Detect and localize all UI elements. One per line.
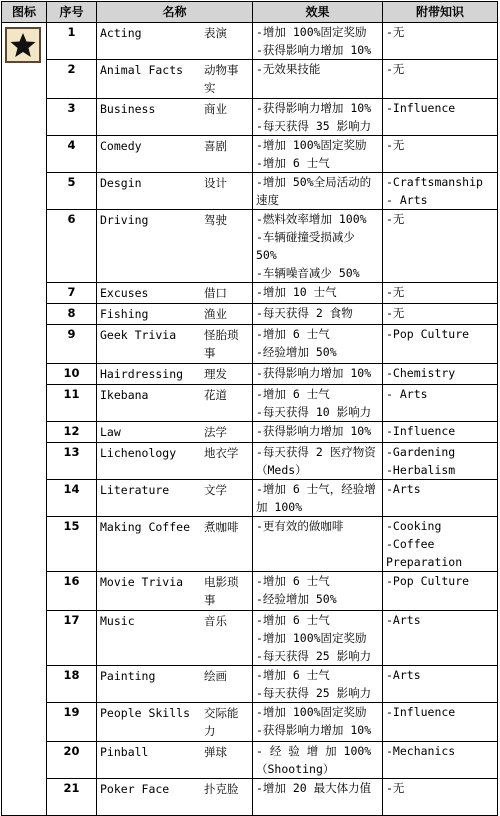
effect-cell	[253, 173, 383, 210]
effect-line: -燃料效率增加 100%	[256, 212, 367, 226]
effect-line: -获得影响力增加 10%	[256, 366, 372, 380]
row-index: 5	[47, 173, 97, 210]
knowledge-cell	[383, 517, 498, 572]
row-index: 13	[47, 443, 97, 480]
effect-cell	[253, 283, 383, 304]
name-cell	[97, 517, 253, 572]
skill-name-cn: 喜剧	[204, 139, 227, 153]
knowledge-line: - Arts	[386, 387, 428, 401]
name-cell	[97, 210, 253, 283]
table-row	[2, 385, 498, 422]
knowledge-line: -Gardening	[386, 445, 456, 459]
skill-name-en: Music	[100, 614, 135, 628]
name-cell	[97, 572, 253, 611]
skill-name-cn: 地衣学	[204, 446, 239, 460]
skill-name-en: Excuses	[100, 286, 149, 300]
row-index: 15	[47, 517, 97, 572]
row-index: 1	[47, 23, 97, 60]
row-index: 19	[47, 703, 97, 742]
effect-line: -增加 100%固定奖励	[256, 631, 367, 645]
effect-line: -增加 6 士气	[256, 668, 330, 682]
name-cell	[97, 779, 253, 816]
skill-name-cn: 音乐	[204, 614, 227, 628]
skill-name-cn: 表演	[204, 26, 227, 40]
knowledge-cell	[383, 136, 498, 173]
name-cell	[97, 60, 253, 99]
name-cell	[97, 385, 253, 422]
effect-line: （Meds）	[256, 463, 307, 477]
knowledge-cell	[383, 173, 498, 210]
effect-line: -增加 100%固定奖励	[256, 138, 367, 152]
row-index: 14	[47, 480, 97, 517]
table-row	[2, 666, 498, 703]
skill-name-cn: 驾驶	[204, 213, 227, 227]
effect-line: 50%	[256, 248, 277, 262]
effect-cell	[253, 779, 383, 816]
knowledge-cell	[383, 304, 498, 325]
skill-name-cn: 交际能力	[204, 706, 239, 738]
knowledge-line: -Influence	[386, 705, 456, 719]
effect-line: -获得影响力增加 10%	[256, 43, 372, 57]
effect-cell	[253, 443, 383, 480]
effect-cell	[253, 517, 383, 572]
skill-name-en: Poker Face	[100, 782, 170, 796]
table-row	[2, 325, 498, 364]
header-row	[2, 2, 498, 23]
effect-cell	[253, 210, 383, 283]
header-effect: 效果	[253, 2, 383, 23]
skill-name-en: People Skills	[100, 706, 191, 720]
skill-name-en: Comedy	[100, 139, 142, 153]
effect-line: -增加 6 士气	[256, 156, 330, 170]
effect-cell	[253, 385, 383, 422]
table-row	[2, 60, 498, 99]
skills-table	[1, 1, 498, 816]
skill-name-en: Painting	[100, 669, 156, 683]
row-index: 12	[47, 422, 97, 443]
skill-name-en: Desgin	[100, 176, 142, 190]
knowledge-cell	[383, 23, 498, 60]
knowledge-line: -无	[386, 138, 405, 152]
effect-line: -增加 100%固定奖励	[256, 705, 367, 719]
name-cell	[97, 99, 253, 136]
skill-name-en: Movie Trivia	[100, 575, 184, 589]
effect-line: -经验增加 50%	[256, 345, 337, 359]
effect-line: （Shooting）	[256, 762, 335, 776]
skill-name-en: Fishing	[100, 307, 149, 321]
effect-cell	[253, 136, 383, 173]
effect-line: -获得影响力增加 10%	[256, 424, 372, 438]
knowledge-line: -Herbalism	[386, 463, 456, 477]
table-row	[2, 443, 498, 480]
skill-name-cn: 文学	[204, 483, 227, 497]
skill-name-en: Making Coffee	[100, 520, 191, 534]
knowledge-cell	[383, 60, 498, 99]
knowledge-line: -无	[386, 781, 405, 795]
knowledge-line: -Pop Culture	[386, 327, 470, 341]
name-cell	[97, 325, 253, 364]
effect-cell	[253, 23, 383, 60]
row-index: 8	[47, 304, 97, 325]
knowledge-cell	[383, 443, 498, 480]
table-row	[2, 304, 498, 325]
row-index: 9	[47, 325, 97, 364]
effect-line: -车辆噪音减少 50%	[256, 266, 360, 280]
skill-name-cn: 动物事实	[204, 63, 239, 95]
table-row	[2, 779, 498, 816]
effect-cell	[253, 304, 383, 325]
table-row	[2, 611, 498, 666]
header-name: 名称	[97, 2, 253, 23]
knowledge-cell	[383, 99, 498, 136]
skill-name-cn: 煮咖啡	[204, 520, 239, 534]
effect-line: -获得影响力增加 10%	[256, 723, 372, 737]
knowledge-cell	[383, 325, 498, 364]
skill-name-en: Pinball	[100, 745, 149, 759]
knowledge-line: -无	[386, 62, 405, 76]
knowledge-line: -Influence	[386, 101, 456, 115]
row-index: 2	[47, 60, 97, 99]
skill-name-cn: 电影琐事	[204, 575, 239, 607]
effect-line: -增加 50%全局活动的	[256, 175, 372, 189]
name-cell	[97, 480, 253, 517]
effect-line: - 经 验 增 加 100%	[256, 744, 372, 758]
row-index: 11	[47, 385, 97, 422]
knowledge-cell	[383, 422, 498, 443]
knowledge-cell	[383, 210, 498, 283]
effect-line: -每天获得 35 影响力	[256, 119, 372, 133]
knowledge-line: -Arts	[386, 613, 421, 627]
skill-name-en: Lichenology	[100, 446, 177, 460]
skill-name-cn: 花道	[204, 388, 227, 402]
effect-line: -更有效的做咖啡	[256, 519, 344, 533]
effect-cell	[253, 325, 383, 364]
skill-name-cn: 理发	[204, 367, 227, 381]
knowledge-cell	[383, 385, 498, 422]
table-row	[2, 23, 498, 60]
knowledge-line: -无	[386, 306, 405, 320]
row-index: 17	[47, 611, 97, 666]
name-cell	[97, 422, 253, 443]
icon-cell	[2, 23, 47, 816]
effect-line: -无效果技能	[256, 62, 321, 76]
table-row	[2, 283, 498, 304]
table-row	[2, 572, 498, 611]
row-index: 7	[47, 283, 97, 304]
name-cell	[97, 23, 253, 60]
skill-name-en: Driving	[100, 213, 149, 227]
table-row	[2, 364, 498, 385]
skill-name-en: Literature	[100, 483, 170, 497]
header-index: 序号	[47, 2, 97, 23]
effect-line: -增加 6 士气	[256, 327, 330, 341]
knowledge-line: -Mechanics	[386, 744, 456, 758]
row-index: 6	[47, 210, 97, 283]
skill-name-en: Geek Trivia	[100, 328, 177, 342]
skill-name-en: Law	[100, 425, 121, 439]
knowledge-line: -无	[386, 285, 405, 299]
knowledge-line: -Pop Culture	[386, 574, 470, 588]
effect-line: -车辆碰撞受损减少	[256, 230, 355, 244]
effect-line: -增加 6 士气，经验增	[256, 482, 376, 496]
table-row	[2, 480, 498, 517]
skill-name-cn: 绘画	[204, 669, 227, 683]
row-index: 20	[47, 742, 97, 779]
effect-cell	[253, 703, 383, 742]
effect-line: -增加 6 士气	[256, 613, 330, 627]
effect-cell	[253, 480, 383, 517]
skill-name-cn: 法学	[204, 425, 227, 439]
effect-cell	[253, 99, 383, 136]
knowledge-line: - Arts	[386, 193, 428, 207]
name-cell	[97, 703, 253, 742]
skill-name-cn: 怪胎琐事	[204, 328, 239, 360]
knowledge-cell	[383, 283, 498, 304]
name-cell	[97, 666, 253, 703]
name-cell	[97, 136, 253, 173]
effect-line: -增加 6 士气	[256, 574, 330, 588]
knowledge-cell	[383, 703, 498, 742]
knowledge-line: -无	[386, 212, 405, 226]
effect-line: -增加 100%固定奖励	[256, 25, 367, 39]
effect-cell	[253, 611, 383, 666]
effect-line: -每天获得 2 食物	[256, 306, 353, 320]
knowledge-cell	[383, 666, 498, 703]
table-row	[2, 210, 498, 283]
knowledge-cell	[383, 742, 498, 779]
knowledge-cell	[383, 480, 498, 517]
row-index: 3	[47, 99, 97, 136]
skill-name-cn: 设计	[204, 176, 227, 190]
effect-line: -每天获得 25 影响力	[256, 686, 372, 700]
row-index: 16	[47, 572, 97, 611]
knowledge-cell	[383, 611, 498, 666]
knowledge-line: -无	[386, 25, 405, 39]
table-row	[2, 517, 498, 572]
knowledge-line: Preparation	[386, 555, 463, 569]
row-index: 18	[47, 666, 97, 703]
table-row	[2, 703, 498, 742]
header-knowledge: 附带知识	[383, 2, 498, 23]
row-index: 4	[47, 136, 97, 173]
table-row	[2, 422, 498, 443]
name-cell	[97, 304, 253, 325]
skill-name-cn: 商业	[204, 102, 227, 116]
skill-name-en: Ikebana	[100, 388, 149, 402]
effect-cell	[253, 364, 383, 385]
row-index: 10	[47, 364, 97, 385]
skill-name-en: Business	[100, 102, 156, 116]
effect-cell	[253, 742, 383, 779]
knowledge-line: -Arts	[386, 482, 421, 496]
effect-line: -每天获得 2 医疗物资	[256, 445, 376, 459]
effect-line: -获得影响力增加 10%	[256, 101, 372, 115]
skill-name-cn: 渔业	[204, 307, 227, 321]
name-cell	[97, 443, 253, 480]
effect-line: -增加 20 最大体力值	[256, 781, 372, 795]
skill-name-cn: 扑克脸	[204, 782, 239, 796]
effect-line: 速度	[256, 193, 279, 207]
skill-name-en: Animal Facts	[100, 63, 184, 77]
effect-line: -每天获得 10 影响力	[256, 405, 372, 419]
table-row	[2, 742, 498, 779]
knowledge-line: -Arts	[386, 668, 421, 682]
knowledge-line: -Chemistry	[386, 366, 456, 380]
table-body	[2, 23, 498, 816]
table-row	[2, 136, 498, 173]
effect-line: -增加 10 士气	[256, 285, 337, 299]
knowledge-cell	[383, 572, 498, 611]
effect-cell	[253, 666, 383, 703]
name-cell	[97, 364, 253, 385]
name-cell	[97, 283, 253, 304]
knowledge-cell	[383, 779, 498, 816]
name-cell	[97, 611, 253, 666]
knowledge-line: -Influence	[386, 424, 456, 438]
skill-name-en: Acting	[100, 26, 142, 40]
skill-name-cn: 弹球	[204, 745, 227, 759]
effect-cell	[253, 572, 383, 611]
header-icon: 图标	[2, 2, 47, 23]
effect-cell	[253, 60, 383, 99]
knowledge-cell	[383, 364, 498, 385]
effect-line: -经验增加 50%	[256, 592, 337, 606]
effect-cell	[253, 422, 383, 443]
row-index: 21	[47, 779, 97, 816]
table-row	[2, 173, 498, 210]
skill-name-en: Hairdressing	[100, 367, 184, 381]
table-row	[2, 99, 498, 136]
knowledge-line: -Cooking	[386, 519, 442, 533]
knowledge-line: -Craftsmanship	[386, 175, 483, 189]
effect-line: -每天获得 25 影响力	[256, 649, 372, 663]
knowledge-line: -Coffee	[386, 537, 435, 551]
name-cell	[97, 173, 253, 210]
skill-name-cn: 借口	[204, 286, 227, 300]
name-cell	[97, 742, 253, 779]
effect-line: -增加 6 士气	[256, 387, 330, 401]
star-icon	[5, 27, 41, 63]
effect-line: 加 100%	[256, 500, 303, 514]
